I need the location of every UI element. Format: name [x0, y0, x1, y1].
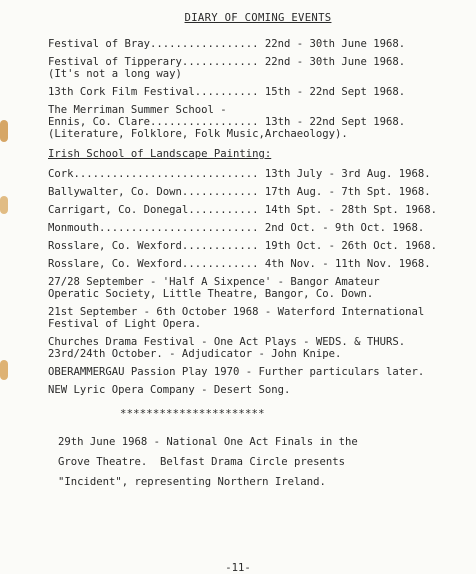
- event-line: (Literature, Folklore, Folk Music,Archaeology).: [48, 128, 348, 140]
- final-note-line: "Incident", representing Northern Ireland.: [58, 476, 326, 488]
- page-number: -11-: [225, 562, 251, 574]
- separator-stars: **********************: [120, 408, 265, 420]
- other-event-line: OBERAMMERGAU Passion Play 1970 - Further particulars later.: [48, 366, 425, 378]
- other-event-line: Operatic Society, Little Theatre, Bangor, Co. Down.: [48, 288, 374, 300]
- event-line: (It's not a long way): [48, 68, 182, 80]
- other-event-line: 27/28 September - 'Half A Sixpence' - Bangor Amateur: [48, 276, 380, 288]
- paper-stain: [0, 360, 8, 380]
- event-line: Festival of Tipperary............ 22nd - 30th June 1968.: [48, 56, 406, 68]
- school-event-line: Carrigart, Co. Donegal........... 14th Spt. - 28th Spt. 1968.: [48, 204, 438, 216]
- page-title: DIARY OF COMING EVENTS: [184, 12, 332, 24]
- school-event-line: Cork............................. 13th July - 3rd Aug. 1968.: [48, 168, 431, 180]
- other-event-line: Churches Drama Festival - One Act Plays - WEDS. & THURS.: [48, 336, 406, 348]
- event-line: 13th Cork Film Festival.......... 15th - 22nd Sept 1968.: [48, 86, 406, 98]
- other-event-line: 23rd/24th October. - Adjudicator - John Knipe.: [48, 348, 342, 360]
- school-event-line: Rosslare, Co. Wexford............ 4th Nov. - 11th Nov. 1968.: [48, 258, 431, 270]
- event-line: Ennis, Co. Clare................. 13th - 22nd Sept 1968.: [48, 116, 406, 128]
- other-event-line: NEW Lyric Opera Company - Desert Song.: [48, 384, 291, 396]
- paper-stain: [0, 196, 8, 214]
- school-event-line: Rosslare, Co. Wexford............ 19th Oct. - 26th Oct. 1968.: [48, 240, 438, 252]
- school-event-line: Monmouth......................... 2nd Oct. - 9th Oct. 1968.: [48, 222, 425, 234]
- other-event-line: Festival of Light Opera.: [48, 318, 202, 330]
- paper-stain: [0, 120, 8, 142]
- school-event-line: Ballywalter, Co. Down............ 17th Aug. - 7th Spt. 1968.: [48, 186, 431, 198]
- event-line: Festival of Bray................. 22nd - 30th June 1968.: [48, 38, 406, 50]
- section-heading: Irish School of Landscape Painting:: [48, 148, 272, 160]
- final-note-line: Grove Theatre. Belfast Drama Circle presents: [58, 456, 346, 468]
- event-line: The Merriman Summer School -: [48, 104, 227, 116]
- final-note-line: 29th June 1968 - National One Act Finals in the: [58, 436, 358, 448]
- other-event-line: 21st September - 6th October 1968 - Waterford International: [48, 306, 425, 318]
- document-content: [48, 10, 468, 488]
